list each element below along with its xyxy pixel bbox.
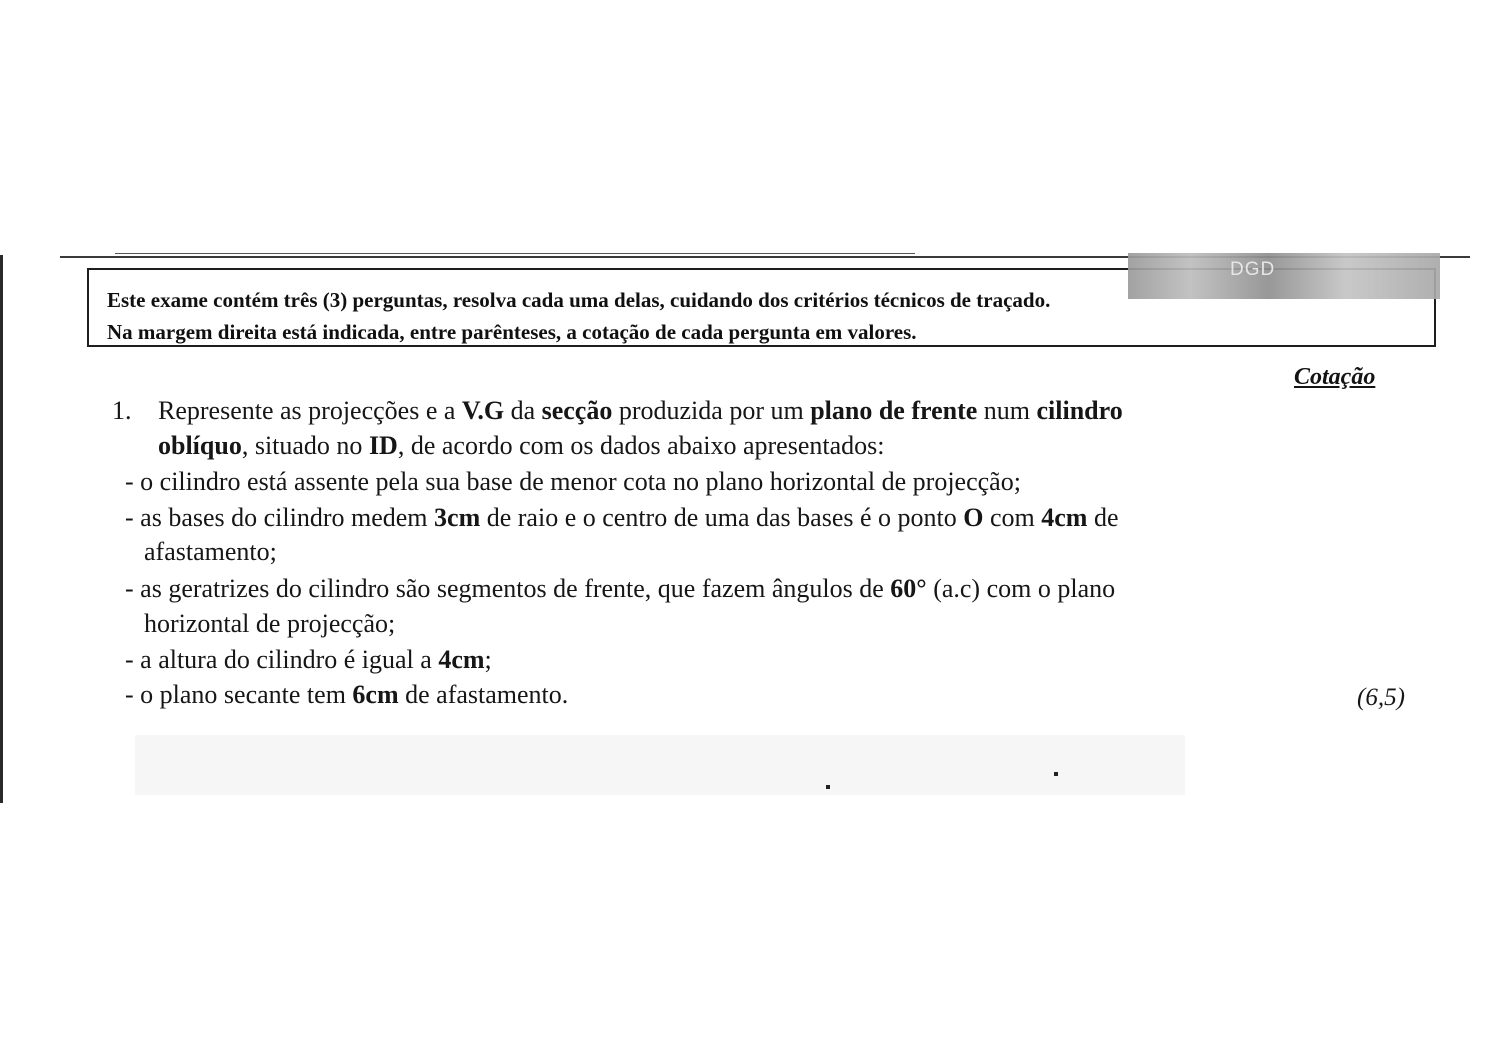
text-run: (a.c) com o plano [926, 574, 1116, 603]
text-run: - as bases do cilindro medem [125, 503, 435, 532]
bullet-2-continuation: afastamento; [144, 537, 277, 566]
bullet-4 [125, 645, 492, 675]
instructions-line-2: Na margem direita está indicada, entre parênteses, a cotação de cada pergunta em valores. [107, 320, 917, 344]
bleed-through-shadow [135, 735, 1185, 795]
bold-run: 6cm [352, 680, 399, 709]
bold-run: 3cm [434, 503, 481, 532]
overlay-text: DGD [1230, 259, 1276, 280]
bold-run: oblíquo [158, 431, 242, 460]
bold-run: ID [368, 431, 398, 460]
header-rule-thin [115, 253, 915, 254]
text-run: , situado no [241, 431, 369, 460]
question-score: (6,5) [1357, 684, 1405, 711]
bullet-5 [125, 680, 568, 710]
bold-run: cilindro [1036, 396, 1123, 425]
bold-run: 4cm [438, 645, 485, 674]
text-run: ; [484, 645, 492, 674]
bold-run: O [963, 503, 984, 532]
text-run: num [977, 396, 1037, 425]
text-run: com [983, 503, 1042, 532]
bullet-3 [125, 574, 1115, 604]
question-line-2 [158, 431, 884, 461]
scan-speck [826, 785, 830, 789]
page-edge-shadow [0, 255, 3, 803]
text-run: produzida por um [612, 396, 811, 425]
text-run: - a altura do cilindro é igual a [125, 645, 439, 674]
instructions-line-1: Este exame contém três (3) perguntas, resolva cada uma delas, cuidando dos critérios técnicos de traçado. [107, 288, 1051, 312]
text-run: de [1087, 503, 1119, 532]
photo-overlay-patch [1128, 253, 1440, 299]
text-run: de raio e o centro de uma das bases é o ponto [480, 503, 964, 532]
scan-speck [1054, 772, 1058, 776]
text-run: de afastamento. [398, 680, 569, 709]
bold-run: 4cm [1041, 503, 1088, 532]
bold-run: 60° [890, 574, 927, 603]
bold-run: plano de frente [810, 396, 978, 425]
text-run: - as geratrizes do cilindro são segmentos de frente, que fazem ângulos de [125, 574, 891, 603]
bullet-2 [125, 503, 1119, 533]
text-run: - o plano secante tem [125, 680, 353, 709]
bullet-3-continuation: horizontal de projecção; [144, 609, 396, 638]
bullet-1: - o cilindro está assente pela sua base de menor cota no plano horizontal de projecção; [125, 467, 1021, 496]
question-line-1 [158, 396, 1123, 426]
bold-run: secção [541, 396, 613, 425]
question-number: 1. [112, 396, 132, 425]
bold-run: V.G [461, 396, 505, 425]
cotacao-heading: Cotação [1294, 364, 1376, 390]
text-run: Represente as projecções e a [158, 396, 462, 425]
text-run: da [504, 396, 542, 425]
text-run: , de acordo com os dados abaixo apresentados: [397, 431, 885, 460]
